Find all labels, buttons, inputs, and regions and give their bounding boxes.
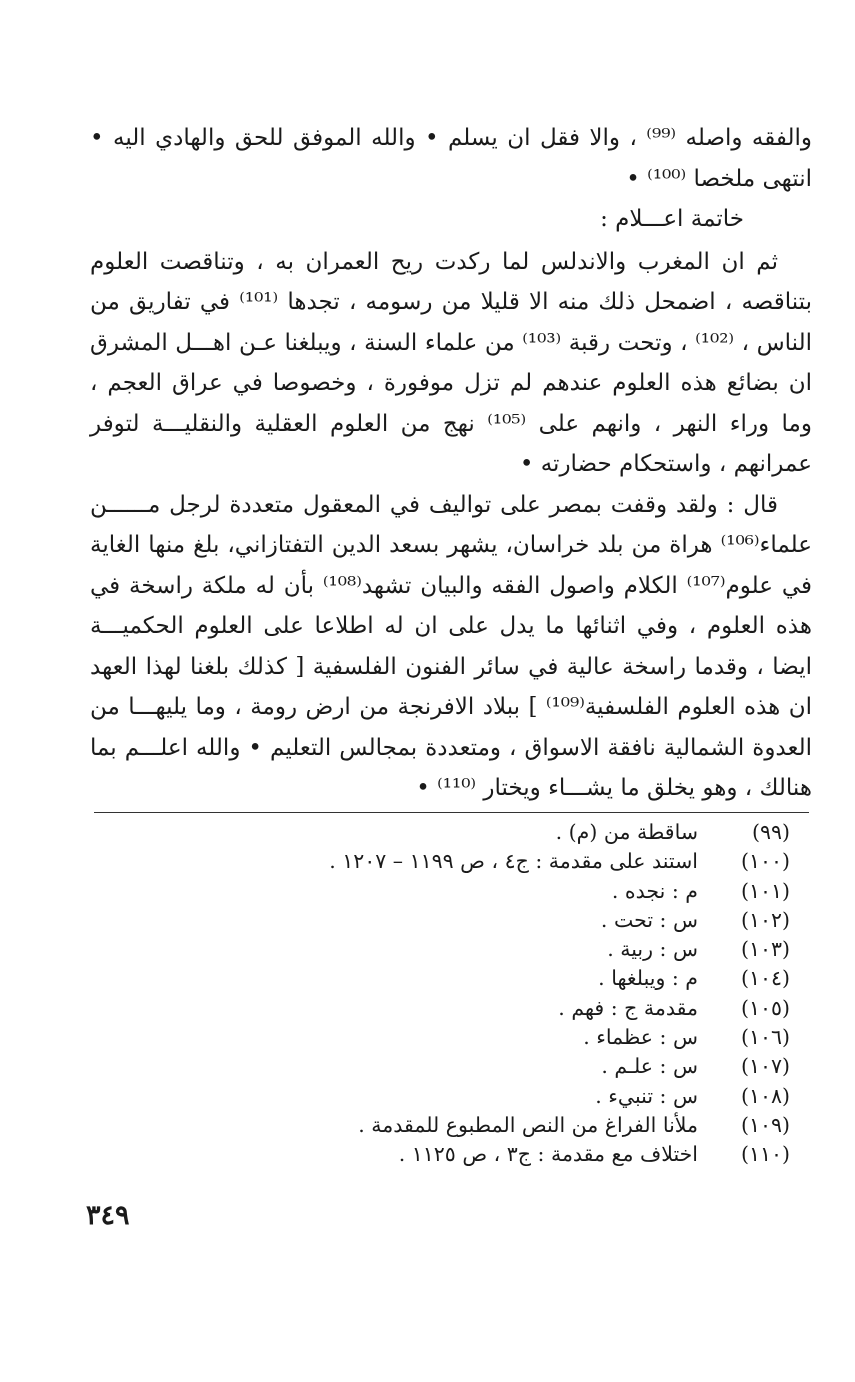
footnote-item [200, 964, 790, 993]
footnote-text: ساقطة من (م) . [555, 820, 698, 844]
footnote-item [200, 877, 790, 906]
footnote-number: (٩٩) [751, 820, 790, 844]
footnote-divider [94, 812, 809, 813]
footnote-number: (١٠٥) [740, 995, 790, 1020]
footnote-number: (١٠١) [740, 878, 790, 903]
footnote-text: س : تنبيء . [595, 1083, 698, 1108]
footnote-text: استند على مقدمة : ج٤ ، ص ١١٩٩ – ١٢٠٧ . [329, 849, 698, 874]
footnote-item [200, 1023, 790, 1052]
footnote-item [200, 818, 790, 847]
footnote-number: (١٠٠) [740, 849, 790, 874]
footnote-number: (١١٠) [740, 1142, 790, 1167]
footnote-item [200, 1052, 790, 1081]
footnote-text: س : تحت . [600, 907, 698, 932]
paragraph-2: قال : ولقد وقفت بمصر على تواليف في المعقول متعددة لرجل مــــــن علماء⁽¹⁰⁶⁾ هراة من بلد خراسان، يشهر بسعد الدين التفتازاني، بلغ منها الغاية في علوم⁽¹⁰⁷⁾ الكلام واصول الفقه والبيان تشهد⁽¹⁰⁸⁾ بأن له ملكة راسخة في هذه العلوم ، وفي اثنائها ما يدل على ان له اطلاعا على العلوم الحكميـــة ايضا ، وقدما راسخة عالية في سائر الفنون الفلسفية [ كذلك بلغنا لهذا العهد ان هذه العلوم الفلسفية⁽¹⁰⁹⁾ ] ببلاد الافرنجة من ارض رومة ، وما يليهـــا من العدوة الشمالية نافقة الاسواق ، ومتعددة بمجالس التعليم • والله اعلـــم بما هنالك ، وهو يخلق ما يشـــاء ويختار ⁽¹¹⁰⁾ • [90, 491, 812, 801]
footnote-number: (١٠٧) [740, 1054, 790, 1079]
page-number: ٣٤٩ [86, 1200, 130, 1231]
main-text [90, 118, 812, 809]
footnote-text: مقدمة ج : فهم . [558, 995, 698, 1020]
footnotes [200, 818, 790, 1170]
footnote-item [200, 906, 790, 935]
section-heading: خاتمة اعـــلام : [600, 206, 744, 232]
footnote-item [200, 935, 790, 964]
footnote-item [200, 1140, 790, 1169]
footnote-item [200, 994, 790, 1023]
paragraph-1: ثم ان المغرب والاندلس لما ركدت ريح العمران به ، وتناقصت العلوم بتناقصه ، اضمحل ذلك منه الا قليلا من رسومه ، تجدها ⁽¹⁰¹⁾ في تفاريق من الناس ، ⁽¹⁰²⁾ ، وتحت رقبة ⁽¹⁰³⁾ من علماء السنة ، ويبلغنا عـن اهـــل المشرق ان بضائع هذه العلوم عندهم لم تزل موفورة ، وخصوصا في عراق العجم ، وما وراء النهر ، وانهم على ⁽¹⁰⁵⁾ نهج من العلوم العقلية والنقليـــة لتوفر عمرانهم ، واستحكام حضارته • [90, 248, 813, 477]
footnote-text: م : نجده . [611, 878, 698, 903]
footnote-item [200, 847, 790, 876]
footnote-number: (١٠٨) [740, 1083, 790, 1108]
footnote-number: (١٠٣) [740, 937, 790, 962]
footnote-text: س : عظماء . [583, 1025, 698, 1050]
footnote-text: م : ويبلغها . [598, 966, 698, 991]
footnote-text: ملأنا الفراغ من النص المطبوع للمقدمة . [358, 1112, 698, 1137]
footnote-text: اختلاف مع مقدمة : ج٣ ، ص ١١٢٥ . [398, 1142, 698, 1167]
footnote-number: (١٠٤) [740, 966, 790, 991]
footnote-item [200, 1111, 790, 1140]
footnote-text: س : ربية . [607, 937, 698, 962]
footnote-item [200, 1082, 790, 1111]
footnote-number: (١٠٦) [740, 1025, 790, 1050]
footnote-number: (١٠٢) [740, 907, 790, 932]
footnote-text: س : علـم . [601, 1054, 698, 1079]
footnote-number: (١٠٩) [740, 1112, 790, 1137]
opening-paragraph: والفقه واصله ⁽⁹⁹⁾ ، والا فقل ان يسلم • والله الموفق للحق والهادي اليه • انتهى ملخصا ⁽¹⁰⁰⁾ • [90, 125, 812, 192]
